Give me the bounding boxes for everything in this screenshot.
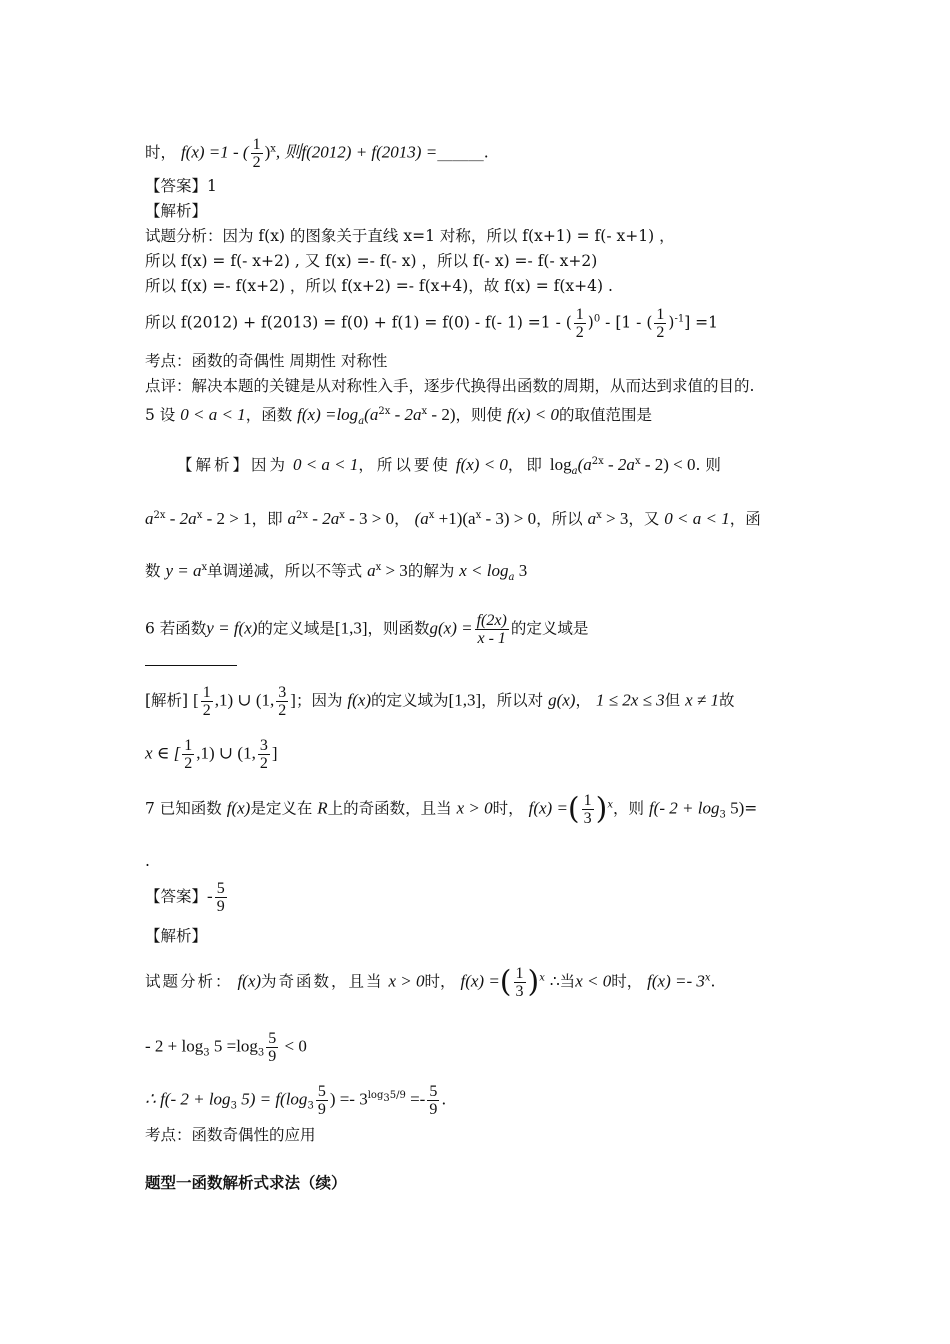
answer-blank-line <box>145 665 237 666</box>
solution-7-line-1: 试题分析： f(x)为奇函数，且当 x > 0时， f(x) =( $\frac{1}{3}$ )$^x$ ∴当x < 0时， f(x) =- 3$^x$. <box>145 964 716 1000</box>
answer-label: 【答案】 <box>145 177 208 195</box>
solution-5-line-1: 【解析】因为 0 < a < 1，所以要使 f(x) < 0，即 $\log_a(a^{2x} - 2a^x - 2) < 0$. 则 <box>177 455 721 478</box>
solution-7-line-2: - $2 + \log_3 5 =\log_3$ $\frac{5}{9}$ < 0 <box>145 1030 307 1065</box>
text: . <box>483 143 489 162</box>
math: f(x) =1 - ( <box>180 142 249 162</box>
answer-line <box>145 175 217 197</box>
answer-7: 【答案】- $\frac{5}{9}$ <box>145 880 225 915</box>
blank-dot: . <box>145 852 150 870</box>
answer-value: 1 <box>207 177 217 195</box>
solution-5-line-2: $a^{2x} - 2a^x - 2 > 1$，即 $a^{2x} - 2a^x - 3 > 0$， $(a^x +1)(a^x - 3) > 0$，所以 $a^x > 3$，又 0 < a < 1，函 <box>145 509 761 528</box>
solution-6-line-1: [解析] [ $\frac{1}{2}$ ,1) ∪ (1, $\frac{3}{2}$ ]；因为 f(x)的定义域为[1,3]，所以对 g(x)， 1 ≤ 2x ≤ 3但 x ≠ 1故 <box>145 684 735 719</box>
solution-6-line-2: x ∈ [ $\frac{1}{2}$ ,1) ∪ (1, $\frac{3}{2}$ ] <box>145 737 278 772</box>
problem-tail-line <box>145 136 489 171</box>
section-heading: 题型一函数解析式求法（续） <box>145 1173 347 1192</box>
fraction: $\frac{f(2x)}{x - 1}$ <box>476 612 507 647</box>
analysis-line-3: 所以 f(x) =- f(x+2) ，所以 f(x+2) =- f(x+4)，故 f(x) = f(x+4) . <box>145 277 613 295</box>
math: ) <box>264 142 271 162</box>
text: 时， <box>145 143 177 162</box>
fraction: $\frac{1}{2}$ <box>252 136 261 171</box>
question-5: 5 设 0 < a < 1，函数 $f(x) =\log_a(a^{2x} - 2a^x - 2)$，则使 f(x) < 0的取值范围是 <box>145 405 653 428</box>
question-7: 7 已知函数 f(x)是定义在 R上的奇函数，且当 x > 0时， f(x) =( $\frac{1}{3}$ )$^x$，则 f(- $2 + \log_3 5)=$ <box>145 791 758 827</box>
analysis-line-2: 所以 f(x) = f(- x+2) , 又 f(x) =- f(- x) ，所以 f(- x) =- f(- x+2) <box>145 252 598 270</box>
analysis-label: 【解析】 <box>145 202 208 220</box>
analysis-line-1: 试题分析：因为 f(x) 的图象关于直线 x=1 对称，所以 f(x+1) = f(- x+1) ， <box>145 227 675 245</box>
solution-7-line-3: ∴ f(- $2 + \log_3 5) = f(\log_3$ $\frac{5}{9}$ ) =- $3^{log_35/9}$ =- $\frac{5}{9}$ . <box>145 1083 447 1118</box>
fraction: $\frac{1}{2}$ <box>575 306 584 341</box>
question-6: 6 若函数y = f(x)的定义域是[1,3]，则函数g(x) = $\frac{f(2x)}{x - 1}$ 的定义域是 <box>145 612 589 647</box>
math: , 则f(2012) + f(2013) = <box>275 142 438 162</box>
superscript: x <box>270 143 276 155</box>
analysis-label-7: 【解析】 <box>145 927 208 945</box>
dianping: 点评：解决本题的关键是从对称性入手，逐步代换得出函数的周期，从而达到求值的目的. <box>145 377 755 395</box>
analysis-line-4: 所以 f(2012) + f(2013) = f(0) + f(1) = f(0) - f(- 1) =1 - ( $\frac{1}{2}$ )$^0$ - [1 - ( $\frac{1}{2}$ )$^{-1}$] =1 <box>145 306 719 341</box>
answer-blank: ______ <box>437 143 484 162</box>
kaodian-2: 考点：函数奇偶性的应用 <box>145 1126 316 1144</box>
kaodian-1: 考点：函数的奇偶性 周期性 对称性 <box>145 352 388 370</box>
fraction: $\frac{1}{2}$ <box>656 306 665 341</box>
solution-5-line-3: 数 $y = a^x$单调递减，所以不等式 $a^x > 3$的解为 $x < \log_a 3$ <box>145 561 528 584</box>
